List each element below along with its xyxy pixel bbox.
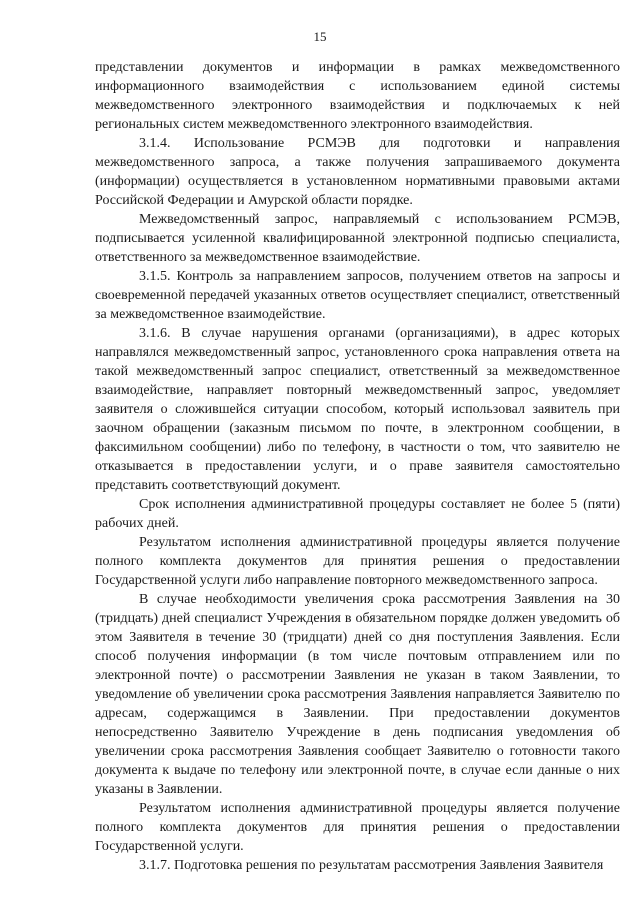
paragraph-continuation: представлении документов и информации в рамках межведомственного информационного взаимодействия с использованием единой системы межведомственного электронного взаимодействия и подключаемых к ней региональных систем межведомственного электронного взаимодействия. [95,60,620,132]
document-body [95,58,620,875]
paragraph-3-1-6: 3.1.6. В случае нарушения органами (организациями), в адрес которых направлялся межведомственный запрос, установленного срока направления ответа на такой межведомственный запрос специалист, ответственный за межведомственное взаимодействие, направляет повторный межведомственный запрос, уведомляет заявителя о сложившейся ситуации способом, который использовал заявитель при заочном обращении (заказным письмом по почте, в электронном сообщении, в факсимильном сообщении) либо по телефону, в частности о том, что заявителю не отказывается в предоставлении услуги, и о праве заявителя самостоятельно представить соответствующий документ. [95,326,620,493]
paragraph-procedure-deadline: Срок исполнения административной процедуры составляет не более 5 (пяти) рабочих дней. [95,497,620,531]
paragraph-3-1-7: 3.1.7. Подготовка решения по результатам рассмотрения Заявления Заявителя [139,858,604,873]
page-number: 15 [313,29,327,44]
paragraph-interagency-request-signature: Межведомственный запрос, направляемый с использованием РСМЭВ, подписывается усиленной квалифицированной электронной подписью специалиста, ответственного за межведомственное взаимодействие. [95,212,620,265]
paragraph-3-1-5: 3.1.5. Контроль за направлением запросов, получением ответов на запросы и своевременной передачей указанных ответов осуществляет специалист, ответственный за межведомственное взаимодействие. [95,269,620,322]
paragraph-procedure-result-2: Результатом исполнения административной процедуры является получение полного комплекта документов для принятия решения о предоставлении Государственной услуги. [95,801,620,854]
paragraph-3-1-4: 3.1.4. Использование РСМЭВ для подготовки и направления межведомственного запроса, а также получения запрашиваемого документа (информации) осуществляется в установленном нормативными правовыми актами Российской Федерации и Амурской области порядке. [95,136,620,208]
paragraph-term-extension: В случае необходимости увеличения срока рассмотрения Заявления на 30 (тридцать) дней специалист Учреждения в обязательном порядке должен уведомить об этом Заявителя в течение 30 (тридцати) дней со дня поступления Заявления. Если способ получения информации (в том числе почтовым отправлением или по электронной почте) о рассмотрении Заявления не указан в таком Заявлении, то уведомление об увеличении срока рассмотрения Заявления направляется Заявителю по адресам, содержащимся в Заявлении. При предоставлении документов непосредственно Заявителю Учреждение в день подписания уведомления об увеличении срока рассмотрения Заявления сообщает Заявителю о готовности такого документа к выдаче по телефону или электронной почте, в случае если данные о них указаны в Заявлении. [95,592,620,797]
paragraph-procedure-result: Результатом исполнения административной процедуры является получение полного комплекта документов для принятия решения о предоставлении Государственной услуги либо направление повторного межведомственного запроса. [95,535,620,588]
